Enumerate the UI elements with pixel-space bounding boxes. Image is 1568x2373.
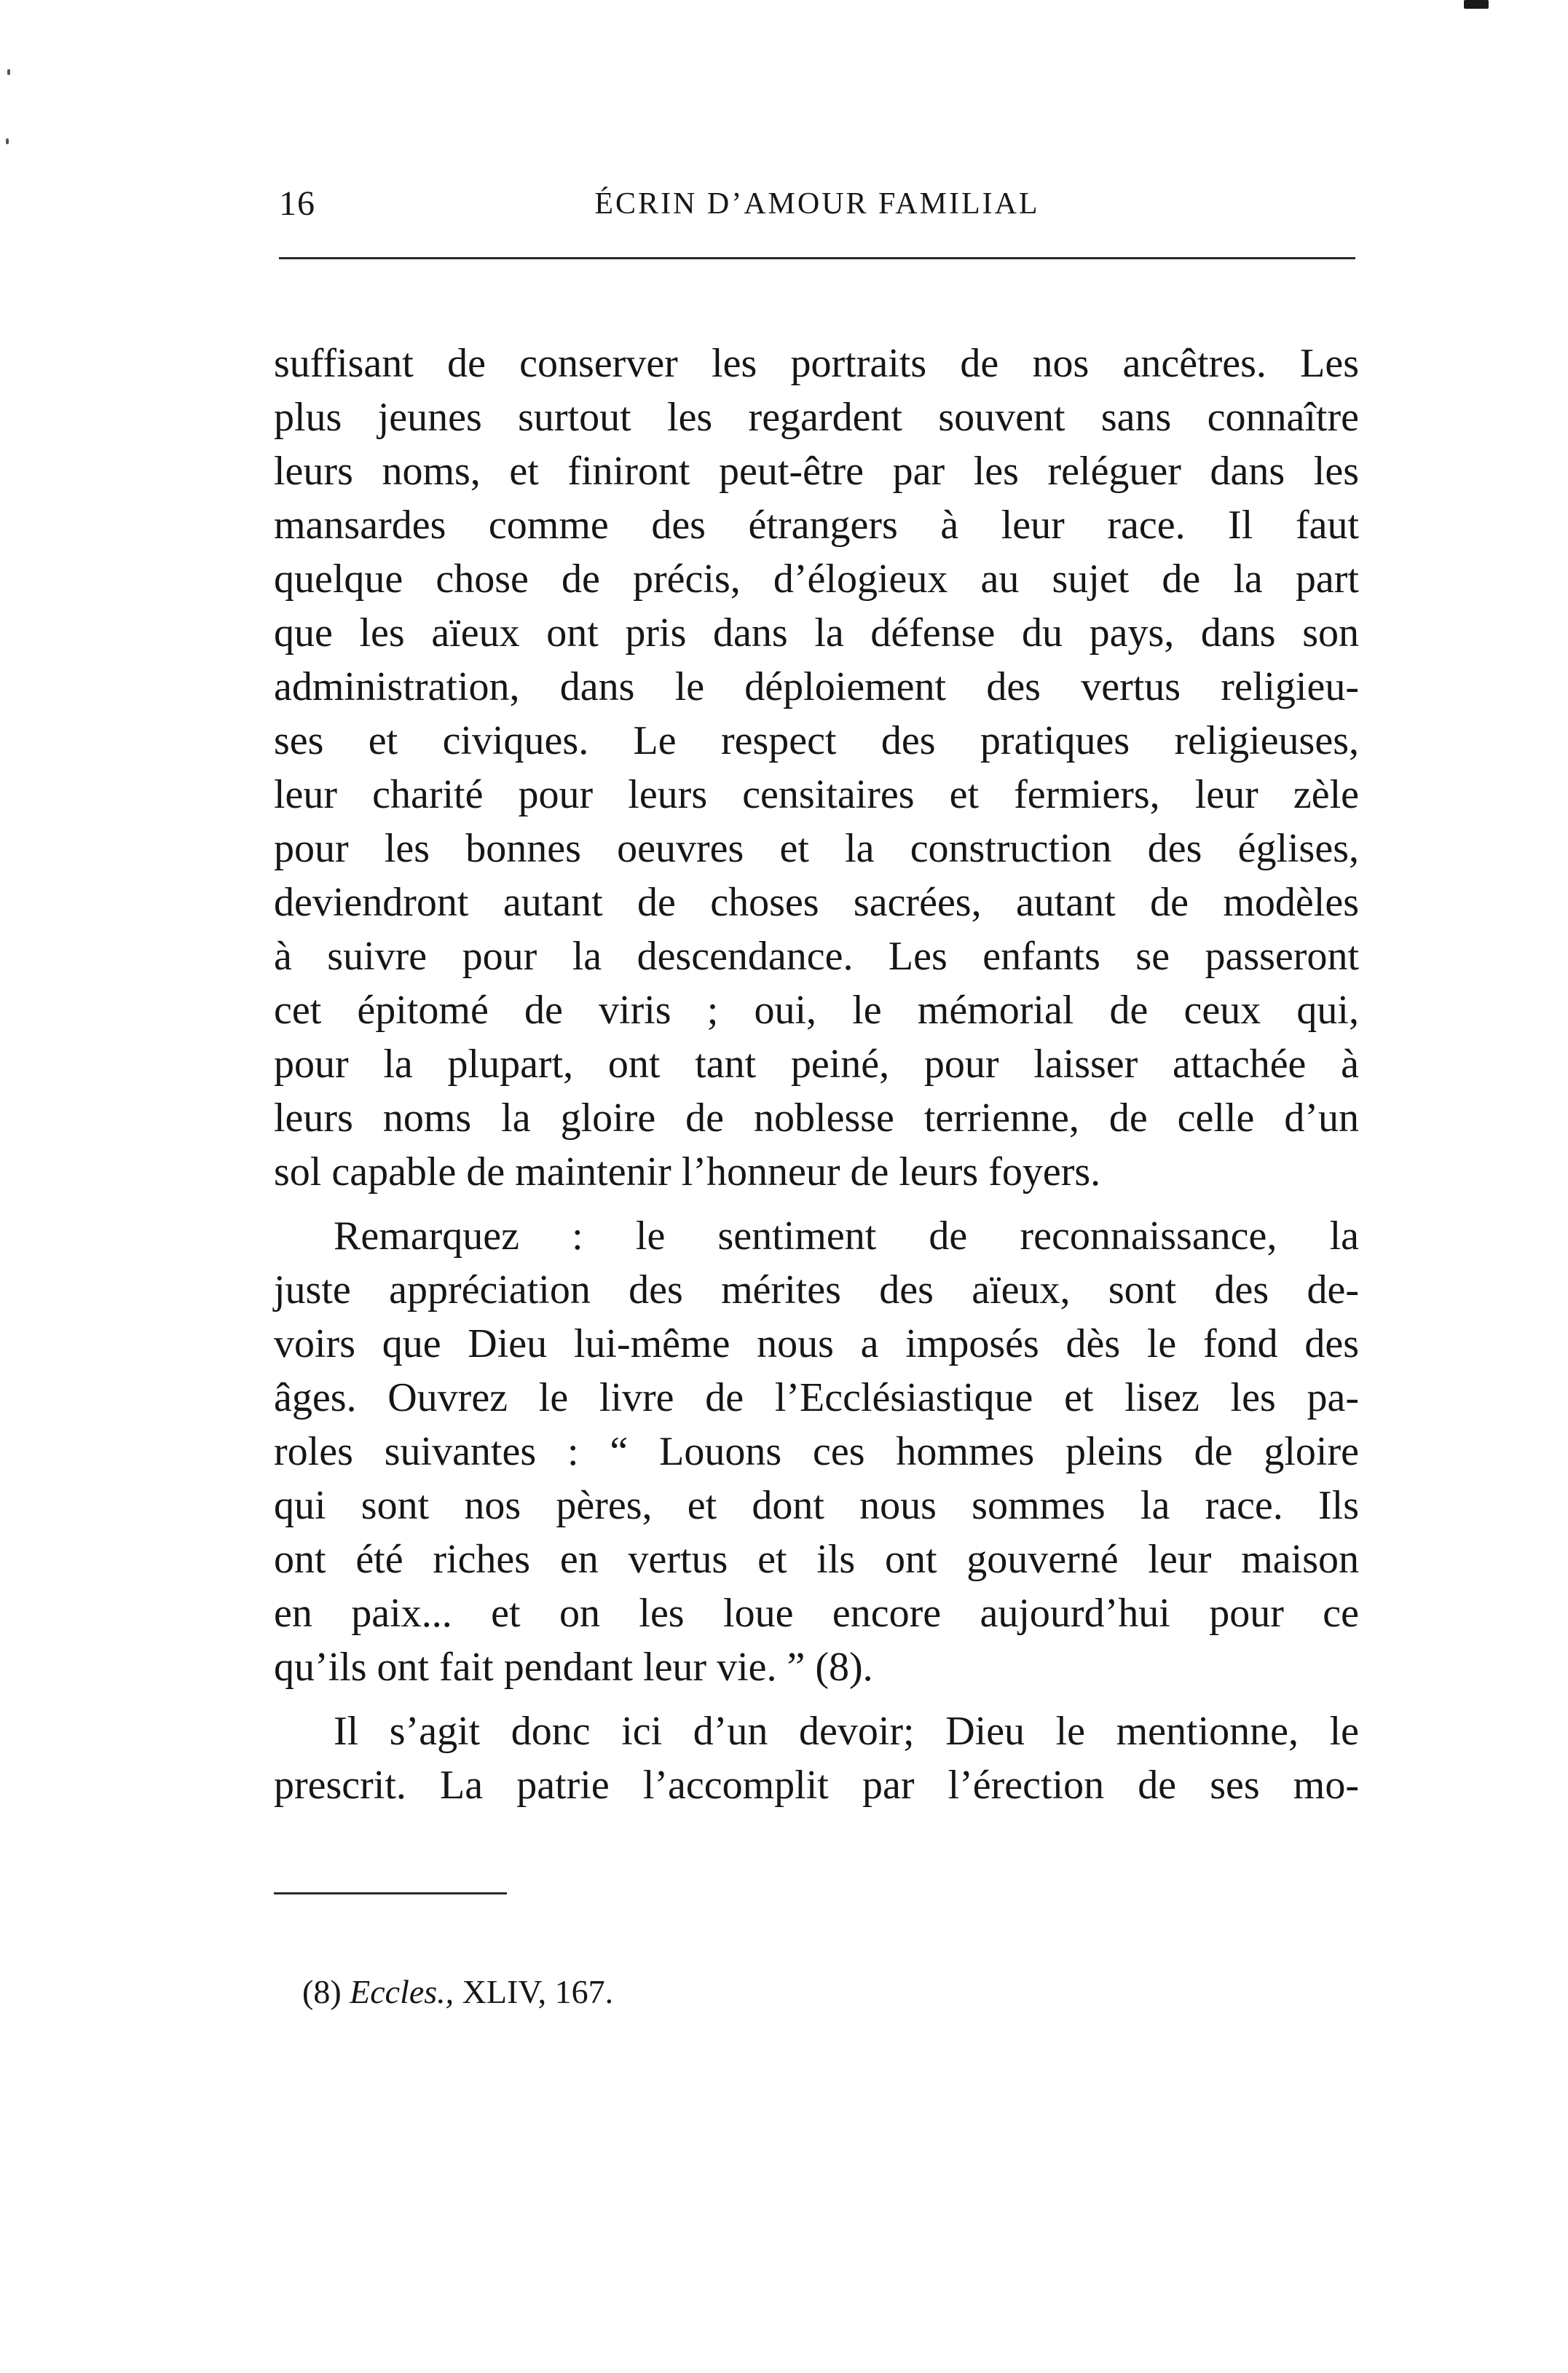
scan-speck: [6, 138, 9, 144]
running-title: ÉCRIN D’AMOUR FAMILIAL: [594, 187, 1040, 221]
text-line: leurs noms, et finiront peut-être par les reléguer dans les: [274, 449, 1359, 494]
text-line: quelque chose de précis, d’élogieux au sujet de la part: [274, 556, 1359, 602]
text-line: pour les bonnes oeuvres et la construction des églises,: [274, 826, 1359, 871]
text-line: qui sont nos pères, et dont nous sommes la race. Ils: [274, 1483, 1359, 1528]
text-line: juste appréciation des mérites des aïeux, sont des de-: [274, 1267, 1359, 1313]
paragraph-2: [274, 1209, 1359, 1694]
text-line: que les aïeux ont pris dans la défense du pays, dans son: [274, 610, 1359, 656]
text-line: pour la plupart, ont tant peiné, pour laisser attachée à: [274, 1042, 1359, 1087]
footnote-work: Eccles.,: [350, 1973, 454, 2010]
text-line: qu’ils ont fait pendant leur vie. ” (8).: [274, 1645, 873, 1690]
scan-mark: [1464, 0, 1489, 9]
paragraph-1: [274, 337, 1359, 1199]
text-line: en paix... et on les loue encore aujourd’hui pour ce: [274, 1591, 1359, 1636]
text-line: cet épitomé de viris ; oui, le mémorial de ceux qui,: [274, 988, 1359, 1033]
text-line: mansardes comme des étrangers à leur race. Il faut: [274, 503, 1359, 548]
text-line: plus jeunes surtout les regardent souvent sans connaître: [274, 395, 1359, 440]
text-line: administration, dans le déploiement des vertus religieu-: [274, 664, 1359, 709]
text-line: voirs que Dieu lui-même nous a imposés dès le fond des: [274, 1321, 1359, 1366]
page-header: [279, 175, 1355, 233]
header-rule: [279, 257, 1355, 259]
footnote-chapter: XLIV,: [462, 1973, 547, 2010]
text-line: leurs noms la gloire de noblesse terrienne, de celle d’un: [274, 1095, 1359, 1141]
text-line: roles suivantes : “ Louons ces hommes pleins de gloire: [274, 1429, 1359, 1474]
text-line: ses et civiques. Le respect des pratiques religieuses,: [274, 718, 1359, 763]
text-line: prescrit. La patrie l’accomplit par l’érection de ses mo-: [274, 1763, 1359, 1808]
footnote-rule: [274, 1892, 507, 1894]
text-line: ont été riches en vertus et ils ont gouverné leur maison: [274, 1537, 1359, 1582]
text-line: à suivre pour la descendance. Les enfants se passeront: [274, 934, 1359, 979]
text-line: suffisant de conserver les portraits de nos ancêtres. Les: [274, 341, 1359, 386]
text-line: âges. Ouvrez le livre de l’Ecclésiastique et lisez les pa-: [274, 1375, 1359, 1420]
body-text: [274, 337, 1359, 1812]
paragraph-3: [274, 1704, 1359, 1812]
page-number: 16: [279, 184, 315, 223]
footnote: [302, 1967, 613, 2018]
footnote-marker: (8): [302, 1973, 342, 2010]
scan-speck: [7, 69, 10, 75]
text-line: leur charité pour leurs censitaires et fermiers, leur zèle: [274, 772, 1359, 817]
text-line: Remarquez : le sentiment de reconnaissance, la: [334, 1213, 1359, 1259]
text-line: deviendront autant de choses sacrées, autant de modèles: [274, 880, 1359, 925]
text-line: sol capable de maintenir l’honneur de leurs foyers.: [274, 1149, 1101, 1195]
text-line: Il s’agit donc ici d’un devoir; Dieu le mentionne, le: [334, 1709, 1359, 1754]
footnote-verse: 167.: [554, 1973, 614, 2010]
